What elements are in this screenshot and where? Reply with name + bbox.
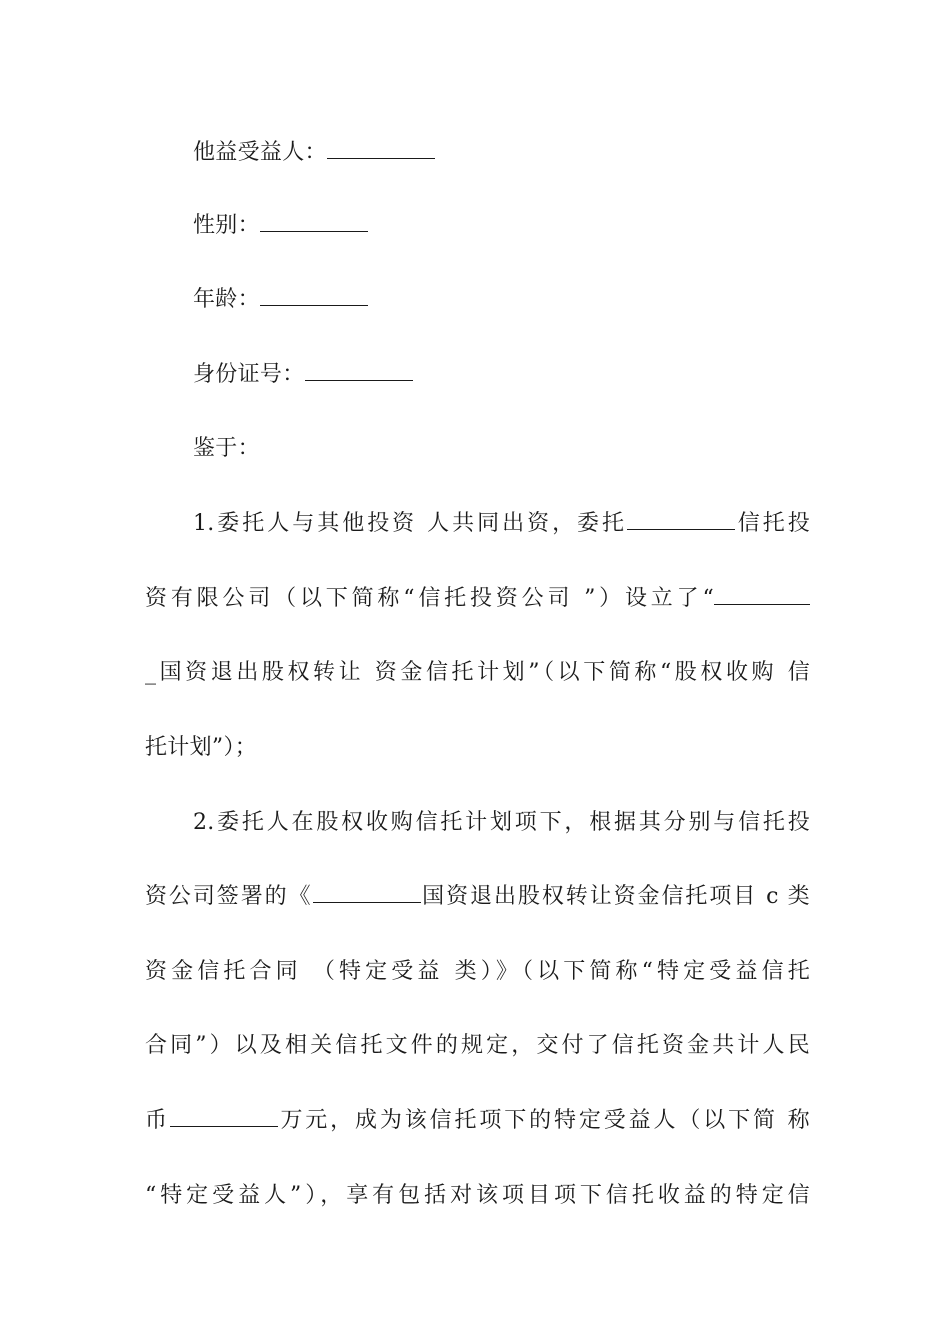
clause2-line5-text-a: 币 <box>145 1108 170 1133</box>
clause1-line4-text: 托计划”）； <box>145 735 258 760</box>
id-number-field <box>193 360 810 390</box>
clause1-line1-text-a: 1.委托人与其他投资 人共同出资，委托 <box>193 511 628 536</box>
clause2-line4-text: 合同”）以及相关信托文件的规定，交付了信托资金共计人民 <box>145 1033 810 1058</box>
clause2-line2 <box>145 882 810 912</box>
clause2-line4 <box>145 1031 810 1061</box>
clause1-line3 <box>145 658 810 688</box>
amount-blank <box>170 1106 278 1127</box>
clause1-line4 <box>145 733 810 763</box>
clause1-line2 <box>145 584 810 614</box>
clause2-line5-text-b: 万元，成为该信托项下的特定受益人（以下简 称 <box>277 1108 810 1133</box>
trust-company-blank <box>627 509 735 530</box>
gender-field <box>193 211 810 241</box>
clause2-line1-text: 2.委托人在股权收购信托计划项下，根据其分别与信托投 <box>193 810 810 835</box>
id-number-blank <box>305 360 413 381</box>
id-number-label: 身份证号： <box>193 362 305 387</box>
whereas-label: 鉴于： <box>193 436 260 461</box>
clause2-line6-text: “特定受益人”），享有包括对该项目项下信托收益的特定信 <box>145 1183 810 1208</box>
age-field <box>193 285 810 315</box>
whereas-heading <box>193 434 810 464</box>
clause2-line1 <box>193 808 810 838</box>
clause2-line2-text-b: 国资退出股权转让资金信托项目 c 类 <box>420 884 810 909</box>
clause2-line3-text: 资金信托合同 （特定受益 类）》（以下简称“特定受益信托 <box>145 959 810 984</box>
clause2-line2-text-a: 资公司签署的《 <box>145 884 313 909</box>
clause1-line2-text: 资有限公司（以下简称“信托投资公司 ”）设立了“ <box>145 586 714 611</box>
clause2-line5 <box>145 1106 810 1136</box>
clause2-line6 <box>145 1181 810 1211</box>
clause1-line1 <box>193 509 810 539</box>
clause2-line3 <box>145 957 810 987</box>
contract-name-blank <box>313 882 421 903</box>
trust-plan-blank <box>714 584 810 605</box>
age-label: 年龄： <box>193 287 260 312</box>
clause1-line3-text: _国资退出股权转让 资金信托计划”（以下简称“股权收购 信 <box>145 660 810 685</box>
age-blank <box>260 285 368 306</box>
gender-label: 性别： <box>193 213 260 238</box>
clause1-line1-text-b: 信托投 <box>735 511 810 536</box>
other-beneficiary-field <box>193 138 810 168</box>
other-beneficiary-label: 他益受益人： <box>193 140 327 165</box>
gender-blank <box>260 211 368 232</box>
other-beneficiary-blank <box>327 138 435 159</box>
